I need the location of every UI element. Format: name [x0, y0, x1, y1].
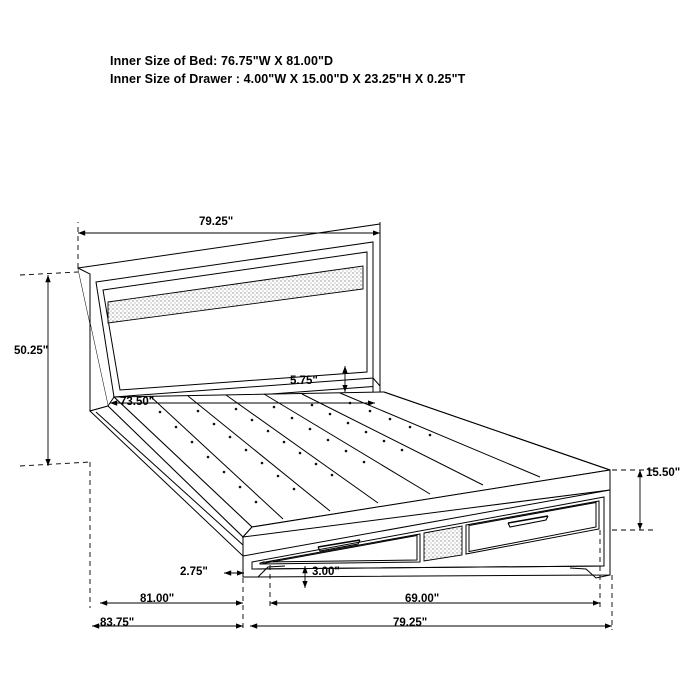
- dim-drawer-side-offset: 2.75": [180, 566, 208, 578]
- dim-footboard-height: 15.50": [646, 467, 681, 479]
- note-inner-size-bed: Inner Size of Bed: 76.75"W X 81.00"D: [110, 54, 334, 68]
- dim-overall-height: 50.25": [14, 345, 49, 357]
- dim-headboard-to-rail-height: 5.75": [290, 375, 318, 387]
- dim-headboard-top-width: 79.25": [199, 216, 234, 228]
- note-inner-size-drawer: Inner Size of Drawer : 4.00"W X 15.00"D X 23.25"H X 0.25"T: [110, 72, 466, 86]
- dim-bed-depth-upper: 81.00": [140, 593, 175, 605]
- dim-footboard-width-upper: 69.00": [405, 593, 440, 605]
- dim-headboard-bottom-width: 73.50": [120, 396, 155, 408]
- dim-footboard-width-lower: 79.25": [393, 617, 428, 629]
- dim-drawer-bottom-clearance: 3.00": [312, 566, 340, 578]
- dim-bed-depth-lower: 83.75": [100, 617, 135, 629]
